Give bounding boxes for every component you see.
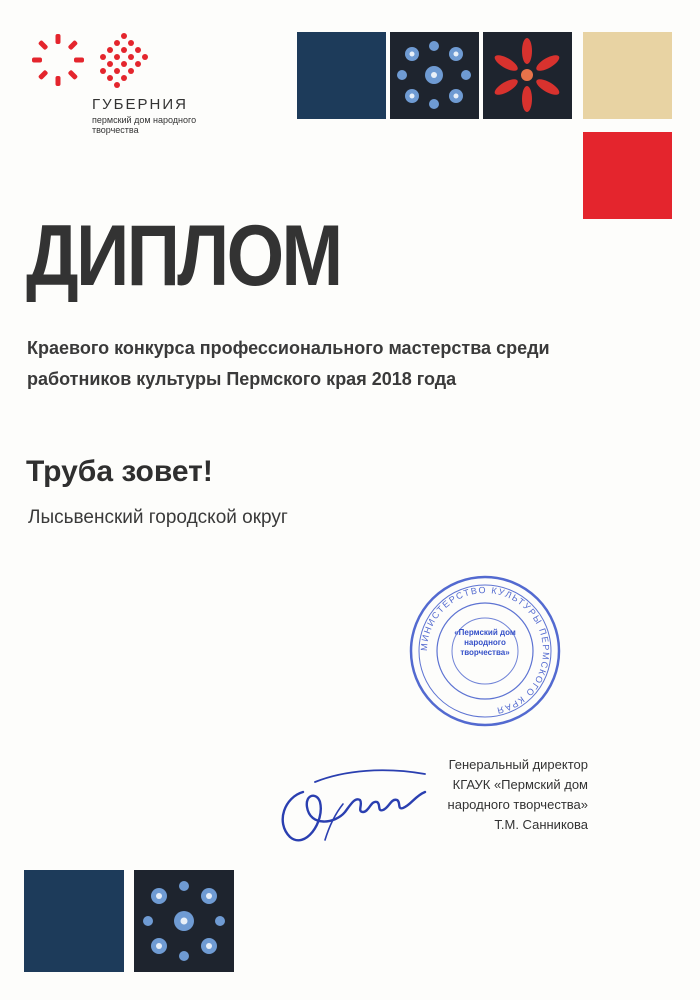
signer-position-line-3: народного творчества» [447,797,588,812]
stamp-center-text: «Пермский дом народного творчества» [454,628,516,657]
contest-line-1: Краевого конкурса профессионального мастерства среди [27,338,550,358]
official-stamp [406,572,564,730]
blue-ornament-tile [390,32,479,119]
blue-ornament-tile-bottom [134,870,234,972]
district-name: Лысьвенский городской округ [28,507,288,528]
red-ornament-tile [483,32,572,119]
logo [24,28,234,148]
handwritten-signature [265,752,435,857]
red-tile [583,132,672,219]
signer-block [448,755,588,835]
stamp-ring-text: МИНИСТЕРСТВО КУЛЬТУРЫ ПЕРМСКОГО КРАЯ [418,584,552,716]
contest-line-2: работников культуры Пермского края 2018 года [27,369,457,389]
project-title: Труба зовет! [26,455,213,488]
logo-emblem-icon [24,28,184,98]
navy-tile [297,32,386,119]
logo-subtitle: пермский дом народного творчества [92,115,197,135]
signer-name: Т.М. Санникова [494,817,588,832]
beige-tile [583,32,672,119]
contest-description [27,333,627,395]
logo-title: ГУБЕРНИЯ [92,96,188,113]
navy-tile-bottom [24,870,124,972]
signer-position-line-2: КГАУК «Пермский дом [452,777,588,792]
diploma-heading: ДИПЛОМ [26,208,341,304]
signer-position-line-1: Генеральный директор [448,757,588,772]
